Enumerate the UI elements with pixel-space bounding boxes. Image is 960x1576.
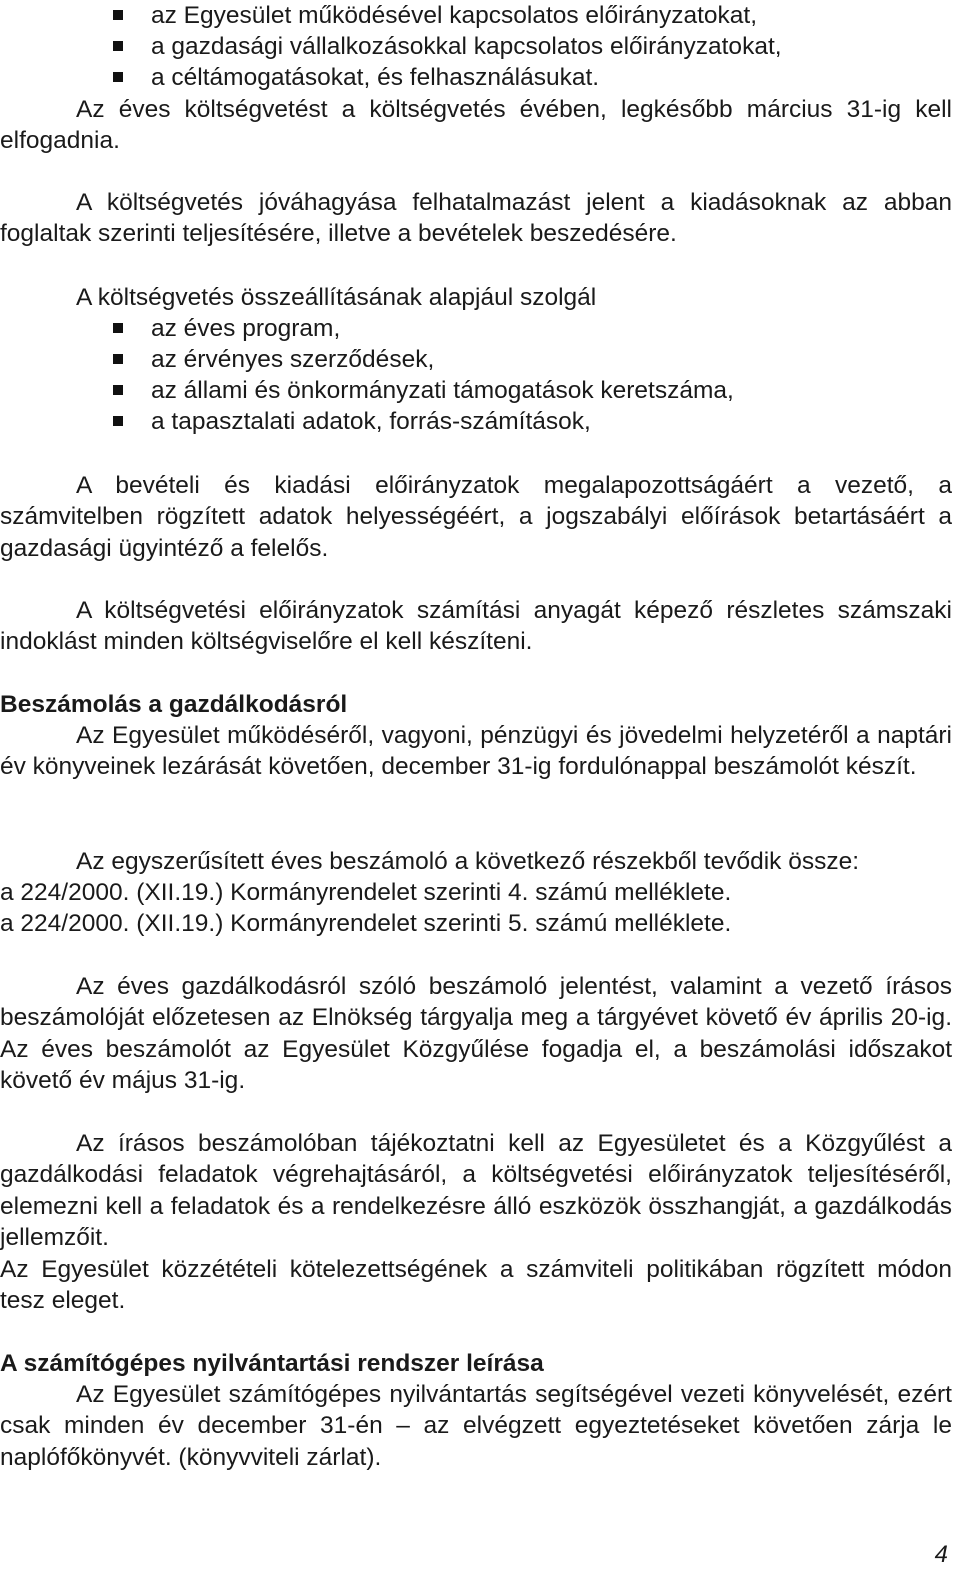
list-item xyxy=(0,344,952,375)
list-item xyxy=(0,375,952,406)
square-bullet-icon xyxy=(113,72,123,82)
paragraph-elfogadas: Az éves költségvetést a költségvetés évében, legkésőbb március 31-ig kell elfogadnia. xyxy=(0,96,952,155)
paragraph-alap-intro: A költségvetés összeállításának alapjául szolgál xyxy=(76,284,597,311)
list-item-text: a tapasztalati adatok, forrás-számítások, xyxy=(151,408,591,435)
square-bullet-icon xyxy=(113,385,123,395)
section-heading: Beszámolás a gazdálkodásról xyxy=(0,691,348,718)
list-item-text: a gazdasági vállalkozásokkal kapcsolatos előirányzatokat, xyxy=(151,33,782,60)
list-item-text: az éves program, xyxy=(151,315,341,342)
list-item xyxy=(0,62,952,93)
square-bullet-icon xyxy=(113,41,123,51)
page-number: 4 xyxy=(934,1541,948,1568)
section-heading: A számítógépes nyilvántartási rendszer leírása xyxy=(0,1350,544,1377)
square-bullet-icon xyxy=(113,354,123,364)
list-item xyxy=(0,406,952,437)
list-item-text: a céltámogatásokat, és felhasználásukat. xyxy=(151,64,600,91)
paragraph-egyszerusitett: Az egyszerűsített éves beszámoló a következő részekből tevődik össze: xyxy=(76,848,860,875)
paragraph-irasos-beszamolo: Az írásos beszámolóban tájékoztatni kell az Egyesületet és a Közgyűlést a gazdálkodási feladatok végrehajtásáról, a költségvetési előirányzatok teljesítéséről, elemezni kell a feladatok és a rendelkezésre álló eszközök összhangját, a gazdálkodás jellemzőit. xyxy=(0,1130,952,1251)
list-item-text: az Egyesület működésével kapcsolatos előirányzatokat, xyxy=(151,2,758,29)
paragraph-eves-beszamolo: Az éves gazdálkodásról szóló beszámoló jelentést, valamint a vezető írásos beszámolóját előzetesen az Elnökség tárgyalja meg a tárgyévet követő év április 20-ig. Az éves beszámolót az Egyesület Közgyűlése fogadja el, a beszámolási időszakot követő év május 31-ig. xyxy=(0,973,952,1094)
square-bullet-icon xyxy=(113,10,123,20)
paragraph-beszamolas: Az Egyesület működéséről, vagyoni, pénzügyi és jövedelmi helyzetéről a naptári év könyveinek lezárását követően, december 31-ig fordulónappal beszámolót készít. xyxy=(0,722,952,781)
paragraph-melleklet-5: a 224/2000. (XII.19.) Kormányrendelet szerinti 5. számú melléklete. xyxy=(0,910,732,937)
paragraph-szamitogepes: Az Egyesület számítógépes nyilvántartás segítségével vezeti könyvelését, ezért csak minden év december 31-én – az elvégzett egyeztetéseket követően zárja le naplófőkönyvét. (könyvviteli zárlat). xyxy=(0,1381,952,1471)
paragraph-felelos: A bevételi és kiadási előirányzatok megalapozottságáért a vezető, a számvitelben rögzített adatok helyességéért, a jogszabályi előírások betartásáért a gazdasági ügyintéző a felelős. xyxy=(0,472,952,562)
list-item xyxy=(0,0,952,31)
paragraph-jovahagyas: A költségvetés jóváhagyása felhatalmazást jelent a kiadásoknak az abban foglaltak szerinti teljesítésére, illetve a bevételek beszedésére. xyxy=(0,189,952,248)
paragraph-kozzeteteli: Az Egyesület közzétételi kötelezettségének a számviteli politikában rögzített módon tesz eleget. xyxy=(0,1256,952,1315)
list-item xyxy=(0,313,952,344)
paragraph-melleklet-4: a 224/2000. (XII.19.) Kormányrendelet szerinti 4. számú melléklete. xyxy=(0,879,732,906)
square-bullet-icon xyxy=(113,323,123,333)
list-item-text: az érvényes szerződések, xyxy=(151,346,435,373)
list-item xyxy=(0,31,952,62)
square-bullet-icon xyxy=(113,416,123,426)
paragraph-indoklas: A költségvetési előirányzatok számítási anyagát képező részletes számszaki indoklást minden költségviselőre el kell készíteni. xyxy=(0,597,952,656)
list-item-text: az állami és önkormányzati támogatások keretszáma, xyxy=(151,377,734,404)
